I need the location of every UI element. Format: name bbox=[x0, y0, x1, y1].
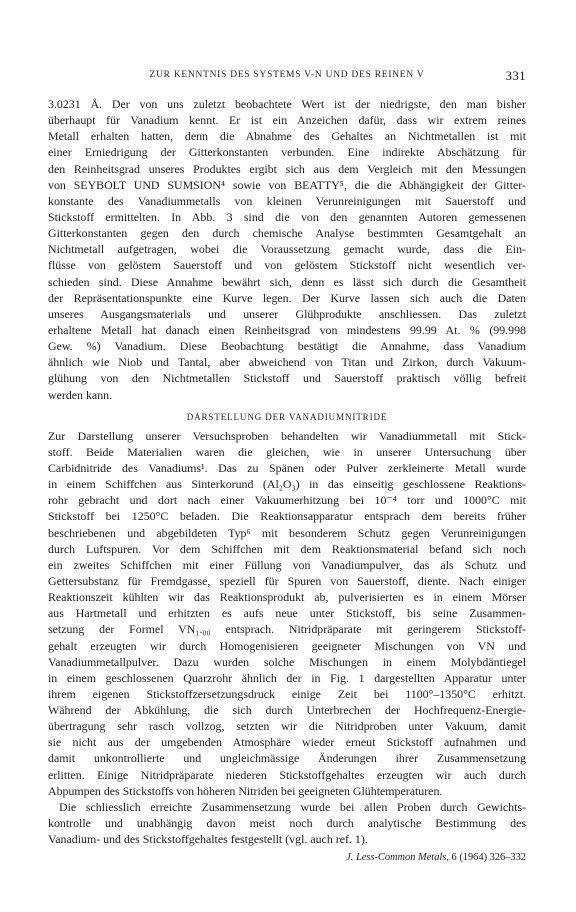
journal-citation bbox=[346, 852, 526, 863]
paragraph-1 bbox=[48, 96, 526, 403]
text-line: überhaupt für Vanadium kennt. Er ist ein Anzeichen dafür, dass wir extrem reines bbox=[48, 113, 526, 128]
text-line: Carbidnitride des Vanadiums¹. Das zu Spänen oder Pulver zerkleinerte Metall wurde bbox=[48, 460, 526, 475]
text-line: Gettersubstanz für Fremdgasse, speziell für Spuren von Sauerstoff, diente. Nach einiger bbox=[48, 573, 526, 588]
text-line: Zur Darstellung unserer Versuchsproben behandelten wir Vanadiummetall mit Stick- bbox=[48, 428, 526, 443]
paragraph-2 bbox=[48, 428, 526, 799]
text-line: Gew. %) Vanadium. Diese Beobachtung bestätigt die Annahme, dass Vanadium bbox=[48, 339, 526, 354]
journal-volume-pages: 6 (1964) 326–332 bbox=[451, 852, 526, 863]
text-line: Stickstoff bei 1250°C beladen. Die Reaktionsapparatur entsprach dem bereits früher bbox=[48, 509, 526, 524]
text-line: in einem Schiffchen aus Sinterkorund (Al₂O₃) in das einseitig geschlossene Reaktions- bbox=[48, 477, 526, 492]
text-line: schieden sind. Diese Annahme bewährt sich, denn es lässt sich durch die Gesamtheit bbox=[48, 274, 526, 289]
text-line: beschriebenen und abgebildeten Typ⁶ mit besonderem Schutz gegen Verunreinigungen bbox=[48, 525, 526, 540]
text-line: Während der Abkühlung, die sich durch Unterbrechen der Hochfrequenz-Energie- bbox=[48, 703, 526, 718]
text-line: stoff. Beide Materialien waren die gleichen, wie in unserer Untersuchung über bbox=[48, 444, 526, 459]
text-line: ähnlich wie Niob und Tantal, aber abweichend von Titan und Zirkon, durch Vakuum- bbox=[48, 355, 526, 370]
text-line: einer Erniedrigung der Gitterkonstanten verbunden. Eine indirekte Abschätzung für bbox=[48, 145, 526, 160]
text-line: unseres Ausgangsmaterials und unserer Glühprodukte anschliessen. Das zuletzt bbox=[48, 306, 526, 321]
section-heading: DARSTELLUNG DER VANADIUMNITRIDE bbox=[186, 411, 388, 422]
text-line: setzung der Formel VN₁.₀₀ entsprach. Nitridpräparate mit geringerem Stickstoff- bbox=[48, 622, 526, 637]
text-line: übertragung sehr rasch vollzog, setzten wir die Nitridproben unter Vakuum, damit bbox=[48, 719, 526, 734]
text-line: der Repräsentationspunkte eine Kurve legen. Der Kurve lassen sich auch die Daten bbox=[48, 290, 526, 305]
text-line: 3.0231 Å. Der von uns zuletzt beobachtete Wert ist der niedrigste, den man bisher bbox=[48, 97, 526, 111]
text-line: erhaltene Metall hat danach einen Reinheitsgrad von mindestens 99.99 At. % (99.998 bbox=[48, 322, 526, 337]
text-line: in einem geschlossenen Quarzrohr ähnlich der in Fig. 1 dargestellten Apparatur unter bbox=[48, 670, 526, 685]
paragraph-3 bbox=[48, 799, 526, 847]
text-line: Gitterkonstanten gegen den durch chemische Analyse bestimmten Gesamtgehalt an bbox=[48, 226, 526, 241]
text-line: aus Hartmetall und erhitzten es aufs neue unter Stickstoff, bis seine Zusammen- bbox=[48, 606, 526, 621]
text-line: Vanadium- und des Stickstoffgehaltes festgestellt (vgl. auch ref. 1). bbox=[48, 832, 368, 847]
text-line: damit unkontrollierte und ungleichmässige Änderungen ihrer Zusammensetzung bbox=[48, 751, 526, 766]
text-line: erlitten. Einige Nitridpräparate niederen Stickstoffgehaltes erzeugten wir auch durch bbox=[48, 767, 526, 782]
running-head bbox=[48, 70, 526, 86]
text-line: rohr gebracht und dort nach einer Vakuumerhitzung bei 10⁻⁴ torr und 1000°C mit bbox=[48, 493, 526, 508]
text-line: ihrem eigenen Stickstoffzersetzungsdruck einige Zeit bei 1100°–1350°C erhitzt. bbox=[48, 686, 526, 701]
text-line: ein zweites Schiffchen mit einer Füllung von Vanadiumpulver, das als Schutz und bbox=[48, 557, 526, 572]
text-line: Metall erhalten hatten, denn die Abnahme des Gehaltes an Nichtmetallen ist mit bbox=[48, 129, 526, 144]
text-line: Abpumpen des Stickstoffs von höheren Nitriden bei geeigneten Glühtemperaturen. bbox=[48, 783, 443, 798]
text-line: glühung von den Nichtmetallen Stickstoff und Sauerstoff praktisch völlig befreit bbox=[48, 371, 526, 386]
body-text bbox=[48, 96, 526, 847]
text-line: Stickstoff ermittelten. In Abb. 3 sind die von den genannten Autoren gemessenen bbox=[48, 209, 526, 224]
running-title: ZUR KENNTNIS DES SYSTEMS V-N UND DES REINEN V bbox=[149, 70, 425, 80]
page-number: 331 bbox=[505, 69, 526, 83]
text-line: Die schliesslich erreichte Zusammensetzung wurde bei allen Proben durch Gewichts- bbox=[59, 799, 526, 814]
text-line: werden kann. bbox=[48, 387, 113, 402]
text-line: sie nicht aus der umgebenden Atmosphäre wieder erneut Stickstoff aufnahmen und bbox=[48, 735, 526, 750]
text-line: gehalt erzeugten wir durch Homogenisieren geeigneter Mischungen von VN und bbox=[48, 638, 526, 653]
journal-name: J. Less-Common Metals, bbox=[346, 852, 449, 863]
text-line: konstante des Vanadiummetalls von kleinen Verunreinigungen mit Sauerstoff und bbox=[48, 193, 526, 208]
text-line: Reaktionszeit kühlten wir das Reaktionsprodukt ab, pulverisierten es in einem Mörser bbox=[48, 590, 526, 605]
text-line: durch Luftspuren. Vor dem Schiffchen mit dem Reaktionsmaterial befand sich noch bbox=[48, 541, 526, 556]
text-line: Vanadiummetallpulver. Dazu wurden solche Mischungen in einem Molybdäntiegel bbox=[48, 654, 526, 669]
text-line: den Reinheitsgrad unseres Produktes ergibt sich aus dem Vergleich mit den Messungen bbox=[48, 161, 526, 176]
text-line: kontrolle und unabhängig davon meist noch durch analytische Bestimmung des bbox=[48, 816, 526, 831]
text-line: flüsse von gelöstem Sauerstoff und von gelöstem Stickstoff nicht wesentlich ver- bbox=[48, 258, 526, 273]
text-line: von SEYBOLT UND SUMSION⁴ sowie von BEATTY⁵, die die Abhängigkeit der Gitter- bbox=[48, 177, 526, 192]
text-line: Nichtmetall aufgetragen, wobei die Voraussetzung gemacht wurde, dass die Ein- bbox=[48, 242, 526, 257]
